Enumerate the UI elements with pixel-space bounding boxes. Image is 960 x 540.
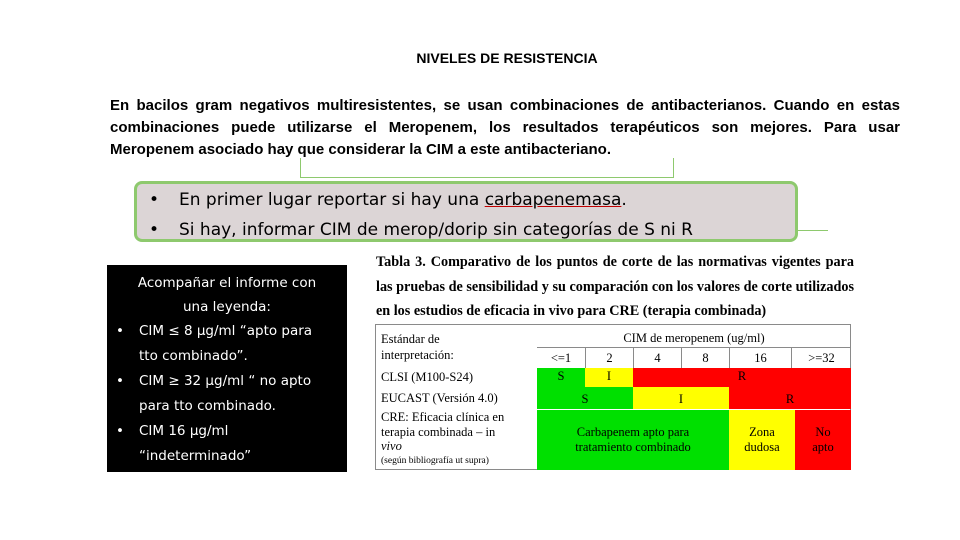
recommendation-item-1: • En primer lugar reportar si hay una carbapenemasa.: [149, 190, 627, 210]
legend-item-3-cont: “indeterminado”: [139, 448, 252, 464]
mic-col-3: 4: [633, 348, 681, 368]
legend-heading-2: una leyenda:: [183, 299, 271, 315]
legend-heading-1: Acompañar el informe con: [137, 275, 317, 291]
header-mic-group: CIM de meropenem (ug/ml): [623, 330, 765, 345]
mic-col-2: 2: [585, 348, 633, 368]
recommendation-box: [134, 181, 798, 242]
eucast-label: EUCAST (Versión 4.0): [381, 391, 498, 405]
cre-label: CRE: Eficacia clínica en terapia combinada – in vivo (según bibliografía ut supra): [381, 410, 505, 466]
legend-box: [107, 265, 347, 472]
legend-item-1: • CIM ≤ 8 µg/ml “apto para: [107, 319, 347, 344]
intro-paragraph: En bacilos gram negativos multiresistentes, se usan combinaciones de antibacterianos. Cuando en estas combinaciones puede utilizarse el Meropenem, los resultados terapéuticos son mejores. Para usar Meropenem asociado hay que considerar la CIM a este antibacteriano.: [110, 97, 900, 158]
legend-item-3: • CIM 16 µg/ml: [107, 419, 347, 444]
bullet-icon: •: [116, 323, 124, 339]
eucast-resistant: R: [729, 387, 851, 409]
legend-item-2-cont: para tto combinado.: [139, 398, 276, 414]
cre-apt-combined: Carbapenem apto para tratamiento combinado: [537, 410, 729, 470]
clsi-resistant: R: [633, 368, 851, 387]
green-box-top-fragment: [300, 158, 674, 178]
bullet-icon: •: [149, 190, 160, 210]
carbapenemasa-term: carbapenemasa: [484, 190, 622, 210]
table-caption: Tabla 3. Comparativo de los puntos de corte de las normativas vigentes para las pruebas de sensibilidad y su comparación con los valores de corte utilizados en los estudios de eficacia in vivo para CRE (terapia combinada): [376, 254, 854, 319]
eucast-susceptible: S: [537, 387, 633, 409]
bullet-icon: •: [149, 220, 160, 240]
bullet-icon: •: [116, 373, 124, 389]
mic-col-4: 8: [681, 348, 729, 368]
mic-col-5: 16: [729, 348, 791, 368]
clsi-susceptible: S: [537, 368, 585, 387]
cre-not-apt: No apto: [795, 410, 851, 470]
mic-comparison-table: [375, 324, 851, 470]
connector-line: [798, 230, 828, 231]
page-title: NIVELES DE RESISTENCIA: [416, 50, 598, 66]
clsi-label: CLSI (M100-S24): [381, 370, 474, 384]
legend-item-2: • CIM ≥ 32 µg/ml “ no apto: [107, 369, 347, 394]
bullet-icon: •: [116, 423, 124, 439]
legend-item-1-cont: tto combinado”.: [139, 348, 248, 364]
eucast-intermediate: I: [633, 387, 729, 409]
clsi-intermediate: I: [585, 368, 633, 387]
header-standard-label: Estándar de interpretación:: [381, 332, 454, 362]
mic-col-1: <=1: [550, 350, 572, 365]
mic-col-6: >=32: [791, 348, 851, 368]
cre-doubtful-zone: Zona dudosa: [729, 410, 795, 470]
recommendation-item-2: • Si hay, informar CIM de merop/dorip sin categorías de S ni R: [149, 220, 693, 240]
